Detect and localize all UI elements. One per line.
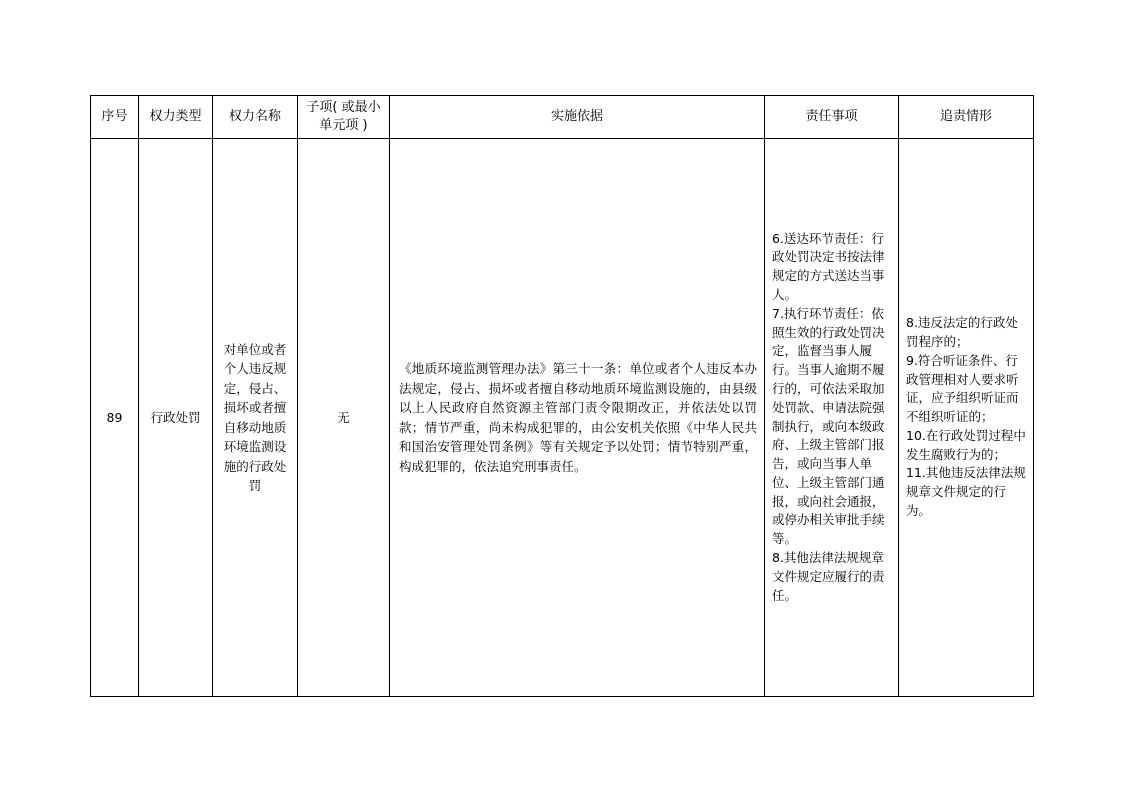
cell-pursue (899, 139, 1034, 697)
header-row (91, 96, 1034, 139)
responsibility-item: 8.其他法律法规规章文件规定应履行的责任。 (772, 550, 885, 603)
cell-sub-item: 无 (298, 139, 390, 697)
pursue-item: 11.其他违反法律法规规章文件规定的行为。 (906, 465, 1026, 519)
table-row (91, 139, 1034, 697)
cell-basis: 《地质环境监测管理办法》第三十一条：单位或者个人违反本办法规定，侵占、损坏或者擅自移动地质环境监测设施的，由县级以上人民政府自然资源主管部门责令限期改正，并依法处以罚款；情节严重，尚未构成犯罪的，由公安机关依照《中华人民共和国治安管理处罚条例》等有关规定予以处罚；情节特别严重，构成犯罪的，依法追究刑事责任。 (390, 139, 765, 697)
cell-responsibility (765, 139, 899, 697)
cell-power-name: 对单位或者个人违反规定，侵占、损坏或者擅自移动地质环境监测设施的行政处罚 (213, 139, 298, 697)
header-seq: 序号 (91, 96, 139, 139)
header-pursue: 追责情形 (899, 96, 1034, 139)
responsibility-item: 6.送达环节责任：行政处罚决定书按法律规定的方式送达当事人。 (772, 230, 885, 302)
power-list-table (90, 95, 1034, 697)
header-basis: 实施依据 (390, 96, 765, 139)
cell-seq: 89 (91, 139, 139, 697)
header-power-name: 权力名称 (213, 96, 298, 139)
pursue-item: 10.在行政处罚过程中发生腐败行为的； (906, 427, 1026, 462)
cell-power-type: 行政处罚 (139, 139, 213, 697)
header-responsibility: 责任事项 (765, 96, 899, 139)
header-sub-item: 子项( 或最小单元项 ) (298, 96, 390, 139)
pursue-item: 8.违反法定的行政处罚程序的； (906, 315, 1018, 349)
pursue-item: 9.符合听证条件、行政管理相对人要求听证，应予组织听证而不组织听证的； (906, 352, 1019, 425)
header-power-type: 权力类型 (139, 96, 213, 139)
responsibility-item: 7.执行环节责任：依照生效的行政处罚决定，监督当事人履行。当事人逾期不履行的，可依法采取加处罚款、申请法院强制执行，或向本级政府、上级主管部门报告，或向当事人单位、上级主管部门通报，或向社会通报，或停办相关审批手续等。 (772, 305, 885, 547)
